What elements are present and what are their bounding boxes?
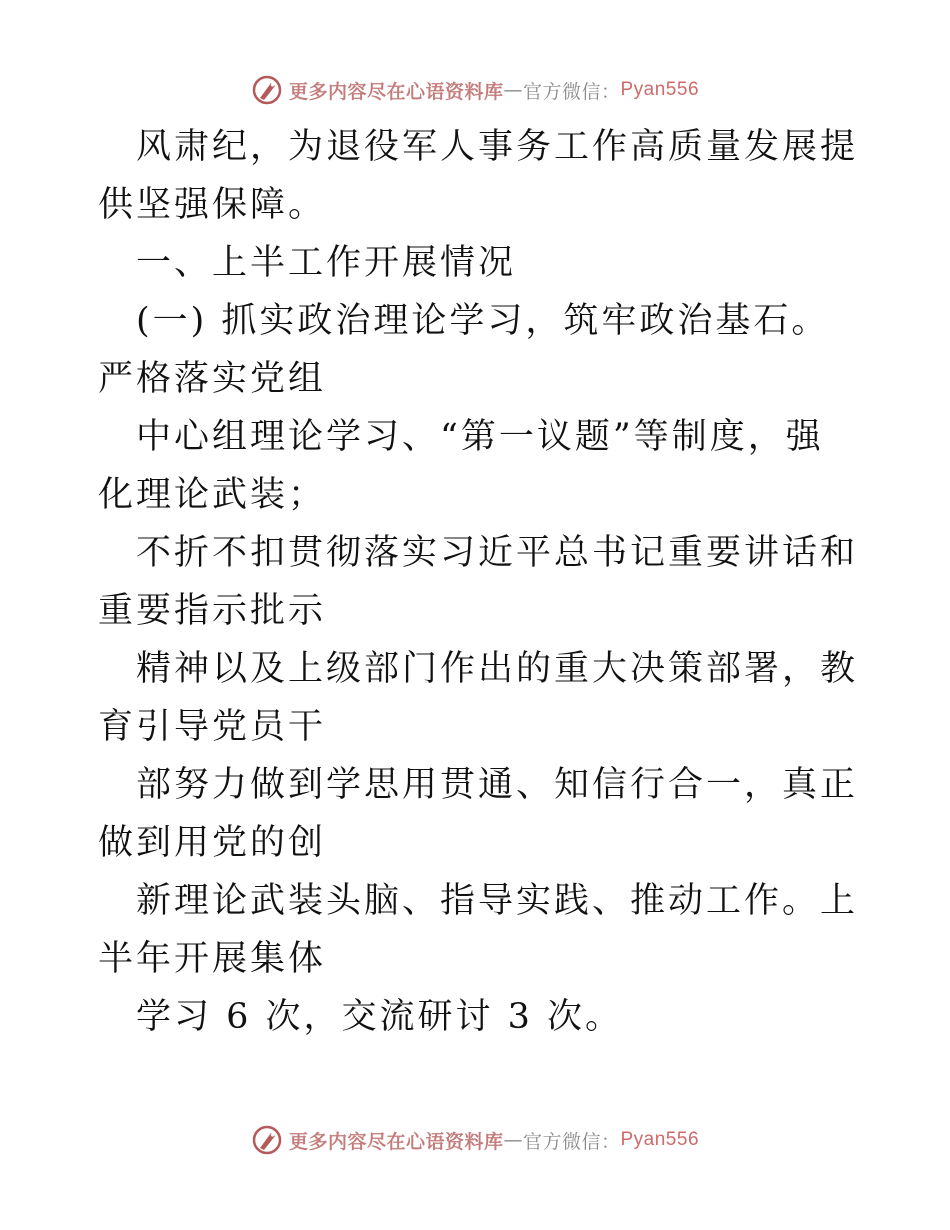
pen-nib-circle-icon <box>251 1124 283 1156</box>
paragraph: 学习 6 次，交流研讨 3 次。 <box>136 997 624 1037</box>
watermark-brand-text: 更多内容尽在心语资料库 <box>288 80 504 103</box>
paragraph: 新理论武装头脑、指导实践、推动工作。上半年开展集体 <box>98 881 859 979</box>
watermark-footer <box>0 1120 950 1160</box>
document-body <box>98 118 858 1046</box>
paragraph: 风肃纪，为退役军人事务工作高质量发展提供坚强保障。 <box>98 127 859 225</box>
watermark-wechat-id: Pyan556 <box>620 79 700 100</box>
paragraph: (一) 抓实政治理论学习，筑牢政治基石。严格落实党组 <box>98 301 830 399</box>
paragraph: 部努力做到学思用贯通、知信行合一，真正做到用党的创 <box>98 765 859 863</box>
paragraph: 中心组理论学习、“第一议题”等制度，强化理论武装； <box>98 417 824 515</box>
watermark-header <box>0 70 950 110</box>
pen-nib-circle-icon <box>251 74 283 106</box>
watermark-label: 官方微信： <box>522 1130 621 1153</box>
watermark-separator: — <box>503 79 523 101</box>
watermark-label: 官方微信： <box>522 80 621 103</box>
watermark-wechat-id: Pyan556 <box>620 1129 700 1150</box>
paragraph: 精神以及上级部门作出的重大决策部署，教育引导党员干 <box>98 649 859 747</box>
section-heading: 一、上半工作开展情况 <box>136 243 517 283</box>
watermark-separator: — <box>503 1129 523 1151</box>
watermark-brand-text: 更多内容尽在心语资料库 <box>288 1130 504 1153</box>
paragraph: 不折不扣贯彻落实习近平总书记重要讲话和重要指示批示 <box>98 533 859 631</box>
